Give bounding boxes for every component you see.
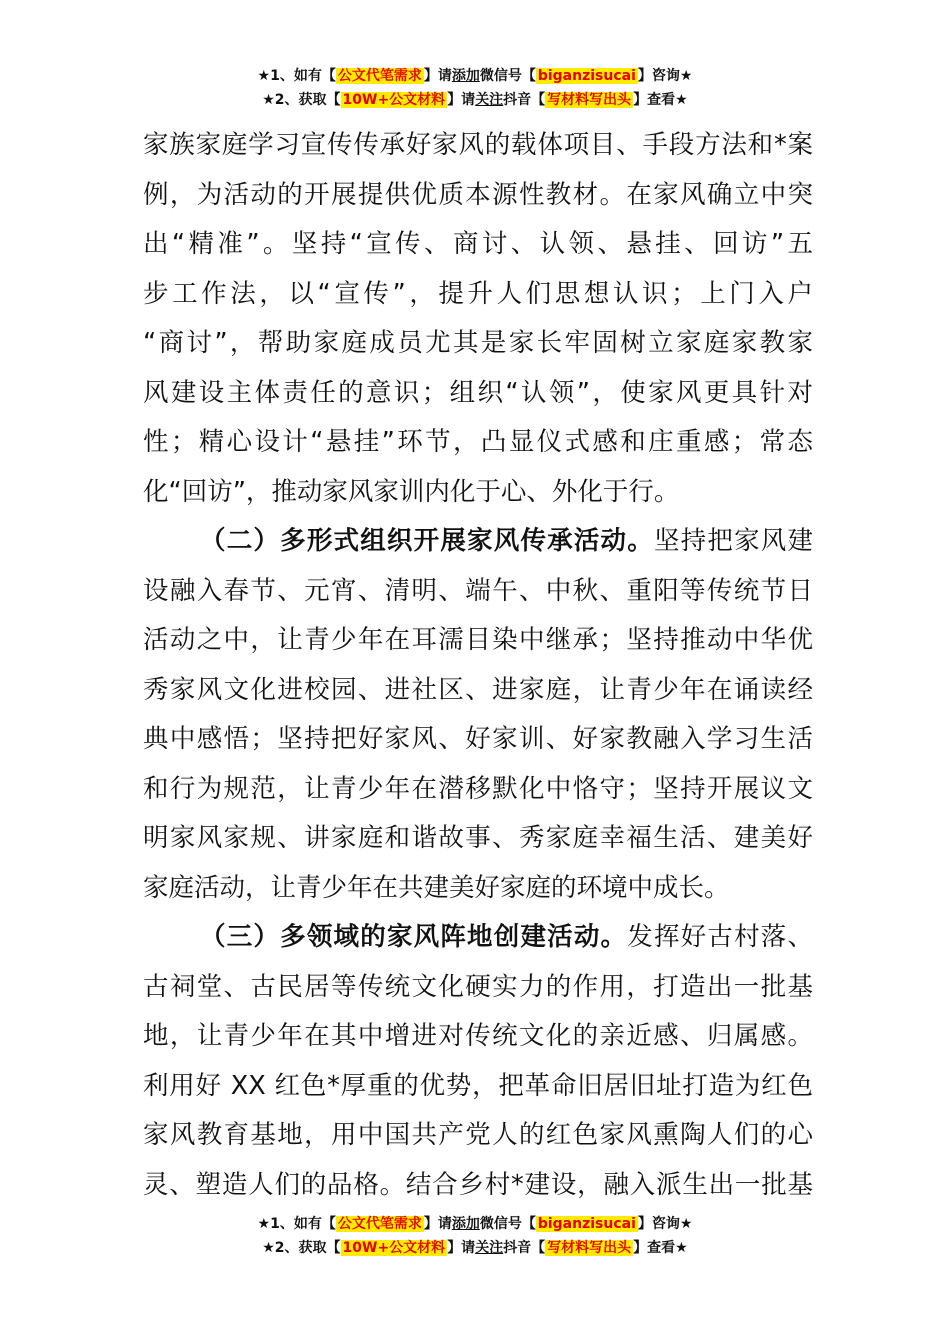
text-line: 和行为规范，让青少年在潜移默化中恪守；坚持开展议文 [143, 773, 813, 804]
text-line: 灵、塑造人们的品格。结合乡村*建设，融入派生出一批基 [143, 1169, 813, 1200]
highlight-douyin: 写材料写出头 [547, 92, 632, 108]
highlight-service: 公文代笔需求 [337, 68, 422, 84]
text-line: 设融入春节、元宵、清明、端午、中秋、重阳等传统节日 [143, 575, 813, 606]
banner-line-1: ★1、如有【 公文代笔需求 】请添加微信号【 biganzisucai 】咨询★ [257, 68, 693, 84]
text-line: 秀家风文化进校园、进社区、进家庭，让青少年在诵读经 [143, 674, 813, 705]
text-line: 古祠堂、古民居等传统文化硬实力的作用，打造出一批基 [143, 971, 813, 1002]
highlight-materials: 10W+公文材料 [342, 92, 446, 108]
highlight-wechat-id: biganzisucai [537, 1216, 636, 1232]
text-line: 地，让青少年在其中增进对传统文化的亲近感、归属感。 [143, 1021, 813, 1051]
highlight-materials: 10W+公文材料 [342, 1240, 446, 1256]
text-line: 例，为活动的开展提供优质本源性教材。在家风确立中突 [143, 179, 813, 210]
highlight-service: 公文代笔需求 [337, 1216, 422, 1232]
highlight-wechat-id: biganzisucai [537, 68, 636, 84]
banner-line-1: ★1、如有【 公文代笔需求 】请添加微信号【 biganzisucai 】咨询★ [257, 1216, 693, 1232]
text-line: 风建设主体责任的意识；组织“认领”，使家风更具针对 [143, 377, 813, 408]
banner-line-2: ★2、获取【 10W+公文材料 】请关注抖音【 写材料写出头 】查看★ [262, 1240, 688, 1256]
text-line: 家风教育基地，用中国共产党人的红色家风熏陶人们的心 [143, 1120, 813, 1150]
section-3-heading: （三）多领域的家风阵地创建活动。 [200, 922, 628, 952]
text-line: 典中感悟；坚持把好家风、好家训、好家教融入学习生活 [143, 724, 813, 754]
document-body [143, 121, 813, 1210]
text-line: 性；精心设计“悬挂”环节，凸显仪式感和庄重感；常态 [143, 427, 813, 457]
text-line: 家族家庭学习宣传传承好家风的载体项目、手段方法和*案 [143, 130, 813, 160]
text-line: 化“回访”，推动家风家训内化于心、外化于行。 [143, 476, 680, 507]
banner-line-2: ★2、获取【 10W+公文材料 】请关注抖音【 写材料写出头 】查看★ [262, 92, 688, 108]
section-2-heading: （二）多形式组织开展家风传承活动。 [200, 526, 654, 556]
section-2-first-line: （二）多形式组织开展家风传承活动。坚持把家风建 [200, 526, 813, 556]
header-banner [0, 64, 950, 112]
text-line: 利用好 XX 红色*厚重的优势，把革命旧居旧址打造为红色 [143, 1070, 813, 1101]
text-line: “商讨”，帮助家庭成员尤其是家长牢固树立家庭家教家 [143, 328, 813, 358]
text-line: 出“精准”。坚持“宣传、商讨、认领、悬挂、回访”五 [143, 229, 813, 259]
section-3-first-line: （三）多领域的家风阵地创建活动。发挥好古村落、 [200, 922, 813, 952]
highlight-douyin: 写材料写出头 [547, 1240, 632, 1256]
text-line: 家庭活动，让青少年在共建美好家庭的环境中成长。 [143, 872, 730, 903]
text-line: 活动之中，让青少年在耳濡目染中继承；坚持推动中华优 [143, 625, 813, 655]
footer-banner [0, 1212, 950, 1260]
text-line: 明家风家规、讲家庭和谐故事、秀家庭幸福生活、建美好 [143, 823, 813, 853]
text-line: 步工作法，以“宣传”，提升人们思想认识；上门入户 [143, 278, 813, 309]
